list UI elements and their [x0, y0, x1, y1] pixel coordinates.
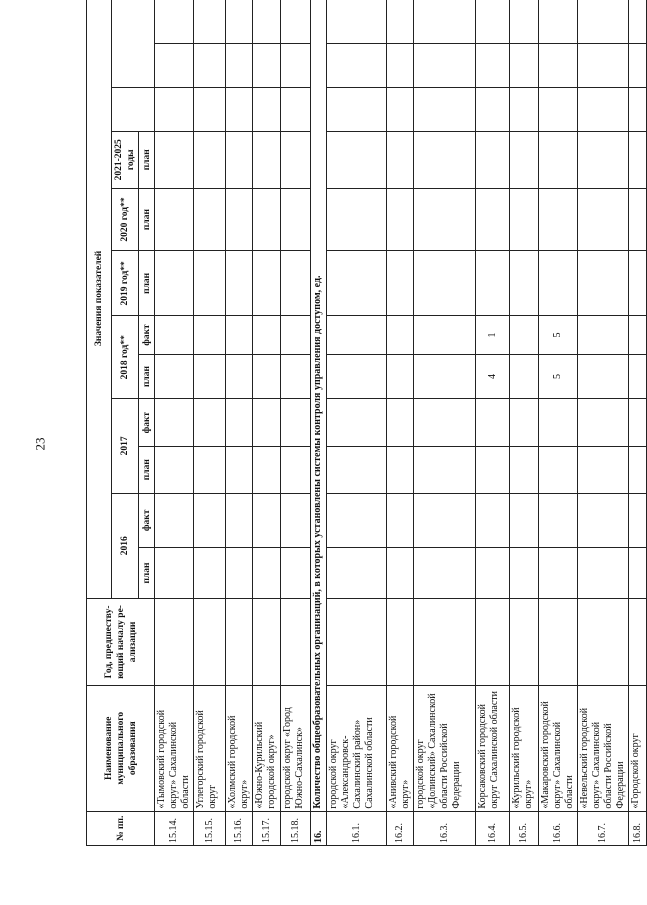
table-row: [629, 0, 647, 846]
table-cell: [327, 131, 387, 188]
table-row: [253, 0, 281, 846]
table-cell: [155, 446, 194, 493]
row-name: «Невельский городской округ» Сахалинской области Российской Федерации: [578, 685, 629, 811]
header-plan: план: [139, 188, 155, 251]
plan-2018-value: 5: [539, 354, 578, 399]
table-cell: [510, 446, 539, 493]
fact-2018-value: [629, 316, 647, 354]
header-year-2016: 2016: [112, 493, 139, 598]
plan-2018-value: [578, 354, 629, 399]
row-number: 16.6.: [539, 811, 578, 845]
header-values-group: Значения показателей: [87, 0, 112, 598]
row-name: «Тымовский городской округ» Сахалинской области: [155, 685, 194, 811]
table-cell: [476, 188, 510, 251]
header-plan: план: [139, 548, 155, 599]
row-name: городской округ «Долинский» Сахалинской области Российской Федерации: [414, 685, 476, 811]
table-cell: [387, 446, 414, 493]
row-number: 15.17.: [253, 811, 281, 845]
table-cell: [253, 0, 281, 43]
fact-2018-value: [510, 316, 539, 354]
indicators-table: [86, 0, 647, 846]
table-cell: [629, 131, 647, 188]
header-plan: план: [139, 446, 155, 493]
row-name: «Городской округ: [629, 685, 647, 811]
table-cell: [578, 43, 629, 88]
header-year-2020: 2020 год**: [112, 188, 139, 251]
table-cell: [281, 399, 311, 447]
table-cell: [226, 88, 253, 132]
table-cell: [327, 548, 387, 599]
table-row: [155, 0, 194, 846]
row-number: 15.16.: [226, 811, 253, 845]
table-cell: [414, 0, 476, 43]
table-cell: [629, 493, 647, 548]
table-cell: [539, 548, 578, 599]
table-cell: [578, 548, 629, 599]
table-row: [510, 0, 539, 846]
plan-2018-value: [414, 354, 476, 399]
table-cell: [629, 399, 647, 447]
table-cell: [578, 446, 629, 493]
table-cell: [578, 0, 629, 43]
table-cell: [510, 131, 539, 188]
table-cell: [414, 188, 476, 251]
table-cell: [387, 251, 414, 316]
table-row: [387, 0, 414, 846]
table-row: [539, 0, 578, 846]
table-cell: [327, 446, 387, 493]
table-cell: [226, 316, 253, 354]
table-cell: [387, 0, 414, 43]
table-cell: [539, 251, 578, 316]
header-year-2019: 2019 год**: [112, 251, 139, 316]
header-fact: факт: [139, 399, 155, 447]
table-row: [327, 0, 387, 846]
table-cell: [414, 548, 476, 599]
row-name: «Макаровский городской округ» Сахалинской области: [539, 685, 578, 811]
table-cell: [539, 188, 578, 251]
table-cell: [281, 131, 311, 188]
table-cell: [578, 493, 629, 548]
row-name: «Южно-Курильский городской округ»: [253, 685, 281, 811]
table-cell: [414, 493, 476, 548]
table-cell: [155, 399, 194, 447]
row-name: «Курильский городской округ»: [510, 685, 539, 811]
table-cell: [629, 43, 647, 88]
table-cell: [155, 493, 194, 548]
table-cell: [281, 548, 311, 599]
row-number: 16.7.: [578, 811, 629, 845]
table-cell: [387, 188, 414, 251]
table-cell: [539, 446, 578, 493]
fact-2018-value: 5: [539, 316, 578, 354]
header-empty-col: [112, 88, 155, 132]
table-cell: [155, 188, 194, 251]
table-cell: [155, 43, 194, 88]
table-cell: [155, 88, 194, 132]
table-cell: [253, 446, 281, 493]
table-cell: [194, 548, 226, 599]
table-cell: [387, 399, 414, 447]
table-cell: [327, 399, 387, 447]
table-cell: [578, 251, 629, 316]
table-cell: [194, 43, 226, 88]
table-body: [155, 0, 647, 846]
table-cell: [476, 251, 510, 316]
row-name: «Холмский городской округ»: [226, 685, 253, 811]
table-cell: [510, 88, 539, 132]
table-cell: [539, 493, 578, 548]
plan-2018-value: 4: [476, 354, 510, 399]
plan-2018-value: [510, 354, 539, 399]
table-cell: [578, 399, 629, 447]
row-name: городской округ «Александровск-Сахалинский район» Сахалинской области: [327, 685, 387, 811]
row-number: 16.4.: [476, 811, 510, 845]
table-cell: [226, 598, 253, 685]
table-cell: [387, 43, 414, 88]
table-cell: [226, 354, 253, 399]
table-cell: [510, 0, 539, 43]
table-cell: [327, 88, 387, 132]
table-cell: [327, 43, 387, 88]
table-cell: [578, 188, 629, 251]
table-cell: [194, 188, 226, 251]
table-row: [578, 0, 629, 846]
row-name: городской округ «Город Южно-Сахалинск»: [281, 685, 311, 811]
section-title: Количество общеобразовательных организаций, в которых установлены системы контроля управления доступом, ед.: [311, 0, 327, 811]
table-cell: [327, 493, 387, 548]
fact-2018-value: [578, 316, 629, 354]
table-cell: [253, 548, 281, 599]
table-cell: [629, 0, 647, 43]
row-name: Корсаковский городской округ Сахалинской области: [476, 685, 510, 811]
table-cell: [414, 251, 476, 316]
page-number: 23: [32, 437, 48, 451]
table-cell: [578, 598, 629, 685]
row-number: 16.1.: [327, 811, 387, 845]
table-cell: [281, 88, 311, 132]
header-year-2021-2025: 2021-2025 годы: [112, 131, 139, 188]
table-cell: [194, 493, 226, 548]
plan-2018-value: [327, 354, 387, 399]
table-cell: [387, 493, 414, 548]
table-cell: [281, 188, 311, 251]
table-cell: [510, 188, 539, 251]
table-cell: [226, 493, 253, 548]
fact-2018-value: [387, 316, 414, 354]
table-cell: [476, 399, 510, 447]
header-num: № пп.: [87, 811, 155, 845]
table-cell: [327, 598, 387, 685]
table-cell: [510, 548, 539, 599]
row-number: 15.14.: [155, 811, 194, 845]
table-cell: [194, 316, 226, 354]
table-cell: [510, 493, 539, 548]
table-cell: [281, 354, 311, 399]
table-cell: [327, 188, 387, 251]
table-cell: [194, 598, 226, 685]
header-year-prev: Год, предшеству-ющий началу ре-ализации: [87, 598, 155, 685]
table-cell: [539, 0, 578, 43]
table-cell: [155, 316, 194, 354]
header-year-2017: 2017: [112, 399, 139, 493]
table-cell: [155, 251, 194, 316]
table-cell: [414, 598, 476, 685]
table-cell: [281, 251, 311, 316]
table-cell: [387, 598, 414, 685]
header-fact: факт: [139, 316, 155, 354]
table-cell: [155, 131, 194, 188]
table-cell: [629, 548, 647, 599]
fact-2018-value: [327, 316, 387, 354]
table-row: [476, 0, 510, 846]
table-row: [226, 0, 253, 846]
header-fact: факт: [139, 493, 155, 548]
table-row: [414, 0, 476, 846]
rotated-table-container: [86, 0, 643, 846]
table-cell: [539, 43, 578, 88]
table-cell: [414, 131, 476, 188]
row-number: 16.5.: [510, 811, 539, 845]
plan-2018-value: [387, 354, 414, 399]
table-row: [281, 0, 311, 846]
table-cell: [629, 88, 647, 132]
table-cell: [510, 598, 539, 685]
row-number: 15.15.: [194, 811, 226, 845]
table-cell: [253, 88, 281, 132]
table-cell: [281, 43, 311, 88]
row-name: Углегорский городской округ: [194, 685, 226, 811]
table-cell: [629, 598, 647, 685]
table-cell: [226, 399, 253, 447]
row-number: 16.2.: [387, 811, 414, 845]
table-cell: [510, 399, 539, 447]
table-cell: [253, 188, 281, 251]
table-cell: [281, 446, 311, 493]
row-number: 16.8.: [629, 811, 647, 845]
table-cell: [226, 0, 253, 43]
table-cell: [194, 0, 226, 43]
table-cell: [281, 493, 311, 548]
table-cell: [578, 88, 629, 132]
table-cell: [253, 316, 281, 354]
table-cell: [226, 251, 253, 316]
table-cell: [155, 598, 194, 685]
table-cell: [194, 131, 226, 188]
header-empty-col: [112, 0, 155, 88]
table-cell: [387, 131, 414, 188]
table-cell: [226, 548, 253, 599]
row-name: «Анивский городской округ»: [387, 685, 414, 811]
table-cell: [253, 251, 281, 316]
table-cell: [578, 131, 629, 188]
table-cell: [476, 88, 510, 132]
table-cell: [253, 493, 281, 548]
table-cell: [253, 354, 281, 399]
table-cell: [194, 399, 226, 447]
table-cell: [476, 131, 510, 188]
table-cell: [327, 251, 387, 316]
table-cell: [387, 88, 414, 132]
header-plan: план: [139, 131, 155, 188]
row-number: 16.3.: [414, 811, 476, 845]
table-cell: [226, 43, 253, 88]
table-row: [194, 0, 226, 846]
fact-2018-value: [414, 316, 476, 354]
table-cell: [387, 548, 414, 599]
header-name: Наименование муниципального образования: [87, 685, 155, 811]
table-cell: [629, 188, 647, 251]
table-cell: [226, 188, 253, 251]
table-cell: [194, 354, 226, 399]
header-year-2018: 2018 год**: [112, 316, 139, 399]
table-cell: [155, 354, 194, 399]
table-cell: [539, 131, 578, 188]
table-cell: [510, 251, 539, 316]
table-cell: [510, 43, 539, 88]
table-cell: [476, 548, 510, 599]
table-cell: [155, 0, 194, 43]
table-cell: [226, 131, 253, 188]
table-cell: [194, 446, 226, 493]
table-cell: [253, 43, 281, 88]
header-plan: план: [139, 354, 155, 399]
table-cell: [253, 131, 281, 188]
table-cell: [476, 493, 510, 548]
table-cell: [253, 598, 281, 685]
table-cell: [327, 0, 387, 43]
section-row: [311, 0, 327, 846]
row-number: 15.18.: [281, 811, 311, 845]
table-cell: [194, 88, 226, 132]
table-cell: [281, 598, 311, 685]
section-number: 16.: [311, 811, 327, 845]
header-plan: план: [139, 251, 155, 316]
table-cell: [414, 88, 476, 132]
table-cell: [629, 251, 647, 316]
table-cell: [476, 446, 510, 493]
table-cell: [281, 316, 311, 354]
table-cell: [194, 251, 226, 316]
table-cell: [414, 43, 476, 88]
table-cell: [476, 43, 510, 88]
table-cell: [629, 446, 647, 493]
fact-2018-value: 1: [476, 316, 510, 354]
table-cell: [476, 598, 510, 685]
table-cell: [414, 399, 476, 447]
table-cell: [539, 399, 578, 447]
table-cell: [539, 88, 578, 132]
table-cell: [414, 446, 476, 493]
table-cell: [155, 548, 194, 599]
table-cell: [226, 446, 253, 493]
table-cell: [281, 0, 311, 43]
table-cell: [476, 0, 510, 43]
table-cell: [253, 399, 281, 447]
plan-2018-value: [629, 354, 647, 399]
table-cell: [539, 598, 578, 685]
